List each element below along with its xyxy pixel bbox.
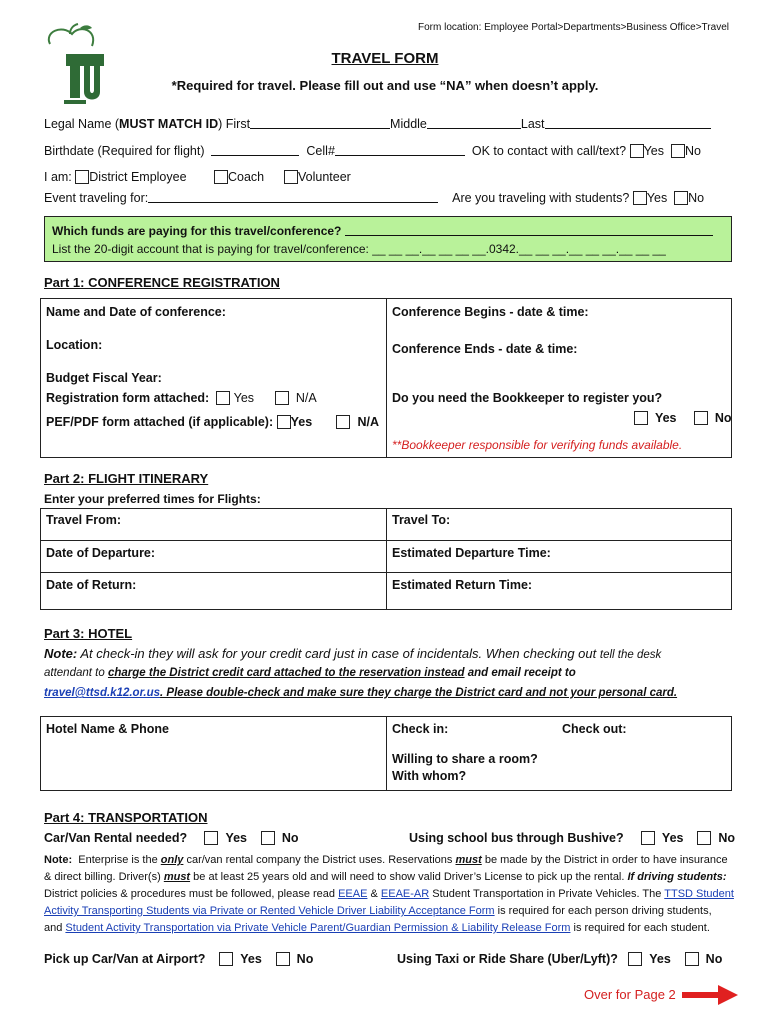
flight-divider [386, 508, 387, 610]
check-in-label: Check in: [392, 722, 449, 736]
share-room-label: Willing to share a room? [392, 752, 538, 766]
event-row: Event traveling for: Are you traveling with students? Yes No [44, 191, 705, 205]
ttsd-student-link[interactable]: TTSD Student [664, 888, 734, 900]
role-row: I am: District Employee [44, 170, 187, 184]
pickup-no-checkbox[interactable] [276, 952, 290, 966]
travel-to-label: Travel To: [392, 513, 451, 527]
rental-no-checkbox[interactable] [261, 831, 275, 845]
part2-heading: Part 2: FLIGHT ITINERARY [44, 471, 209, 486]
eeae-ar-link[interactable]: EEAE-AR [380, 888, 430, 900]
funds-field[interactable] [345, 223, 713, 236]
pef-form-row: PEF/PDF form attached (if applicable): Yes N/A [46, 415, 379, 429]
last-name-field[interactable] [545, 116, 711, 129]
funds-account-row: List the 20-digit account that is paying for travel/conference: __ __ __.__ __ __ __.0342.__ __ __.__ __ __.__ __ __ [52, 242, 666, 256]
part1-heading: Part 1: CONFERENCE REGISTRATION [44, 275, 280, 290]
travel-from-label: Travel From: [46, 513, 122, 527]
legal-name-row: Legal Name (MUST MATCH ID) First Middle Last [44, 116, 711, 131]
event-field[interactable] [148, 190, 438, 203]
bookkeeper-note: **Bookkeeper responsible for verifying funds available. [392, 438, 683, 452]
transport-note-line1: Note: Enterprise is the only car/van rental company the District uses. Reservations must be made by the District in order to have insurance [44, 854, 728, 866]
birthdate-field[interactable] [211, 143, 299, 156]
students-yes-checkbox[interactable] [633, 191, 647, 205]
transport-note-line5: and Student Activity Transportation via Private Vehicle Parent/Guardian Permission & Liability Release Form is required for each student. [44, 922, 710, 934]
over-page-label: Over for Page 2 [584, 987, 676, 1002]
taxi-no-checkbox[interactable] [685, 952, 699, 966]
district-employee-checkbox[interactable] [75, 170, 89, 184]
taxi-yes-checkbox[interactable] [628, 952, 642, 966]
flight-intro: Enter your preferred times for Flights: [44, 492, 261, 506]
hotel-note-line1: Note: At check-in they will ask for your credit card just in case of incidentals. When checking out tell the desk [44, 646, 662, 661]
transport-note-line3: District policies & procedures must be followed, please read EEAE & EEAE-AR Student Transportation in Private Vehicles. The TTSD Student [44, 888, 734, 900]
hotel-note-line3: travel@ttsd.k12.or.us. Please double-check and make sure they charge the District card and not your personal card. [44, 687, 678, 699]
flight-row-line-2 [40, 572, 732, 573]
bookkeeper-no-checkbox[interactable] [694, 411, 708, 425]
parent-permission-form-link[interactable]: Student Activity Transportation via Private Vehicle Parent/Guardian Permission & Liability Release Form [65, 922, 571, 934]
conference-ends-label: Conference Ends - date & time: [392, 342, 578, 356]
cell-field[interactable] [335, 143, 465, 156]
reg-na-checkbox[interactable] [275, 391, 289, 405]
bus-no-checkbox[interactable] [697, 831, 711, 845]
bookkeeper-question: Do you need the Bookkeeper to register you? [392, 391, 663, 405]
pickup-row: Pick up Car/Van at Airport? Yes No [44, 952, 314, 966]
funds-question: Which funds are paying for this travel/conference? [52, 223, 713, 238]
driver-liability-form-link[interactable]: Activity Transporting Students via Private or Rented Vehicle Driver Liability Acceptance Form [44, 905, 495, 917]
transport-note-line2: & direct billing. Driver(s) must be at least 25 years old and will need to show valid Driver’s License to pick up the rental. If driving students: [44, 871, 727, 883]
pickup-yes-checkbox[interactable] [219, 952, 233, 966]
transport-note-line4: Activity Transporting Students via Private or Rented Vehicle Driver Liability Acceptance Form is required for each person driving students, [44, 905, 712, 917]
account-field[interactable]: __ __ __.__ __ __ __.0342.__ __ __.__ __ __.__ __ __ [372, 242, 666, 256]
return-time-label: Estimated Return Time: [392, 578, 533, 592]
right-arrow-icon [682, 984, 738, 1009]
eeae-link[interactable]: EEAE [338, 888, 368, 900]
volunteer-option: Volunteer [284, 170, 351, 184]
coach-option: Coach [214, 170, 264, 184]
hotel-note-line2: attendant to charge the District credit card attached to the reservation instead and email receipt to [44, 667, 576, 679]
rental-row: Car/Van Rental needed? Yes No [44, 831, 299, 845]
contact-no-checkbox[interactable] [671, 144, 685, 158]
travel-email-link[interactable]: travel@ttsd.k12.or.us [44, 687, 161, 699]
birthdate-row: Birthdate (Required for flight) Cell# OK to contact with call/text? Yes No [44, 144, 701, 158]
form-title: TRAVEL FORM [331, 50, 439, 67]
with-whom-label: With whom? [392, 769, 467, 783]
part4-heading: Part 4: TRANSPORTATION [44, 810, 208, 825]
form-location: Form location: Employee Portal>Departments>Business Office>Travel [418, 22, 729, 33]
part1-divider [386, 298, 387, 458]
part3-heading: Part 3: HOTEL [44, 626, 133, 641]
hotel-name-label: Hotel Name & Phone [46, 722, 169, 736]
form-subtitle: *Required for travel. Please fill out and use “NA” when doesn’t apply. [171, 78, 599, 93]
pef-yes-checkbox[interactable] [277, 415, 291, 429]
conference-name-label: Name and Date of conference: [46, 305, 226, 319]
contact-yes-checkbox[interactable] [630, 144, 644, 158]
taxi-row: Using Taxi or Ride Share (Uber/Lyft)? Yes No [397, 952, 723, 966]
check-out-label: Check out: [562, 722, 627, 736]
conference-begins-label: Conference Begins - date & time: [392, 305, 589, 319]
middle-name-field[interactable] [427, 116, 521, 129]
students-no-checkbox[interactable] [674, 191, 688, 205]
pef-na-checkbox[interactable] [336, 415, 350, 429]
first-name-field[interactable] [250, 116, 390, 129]
bus-yes-checkbox[interactable] [641, 831, 655, 845]
budget-year-label: Budget Fiscal Year: [46, 371, 162, 385]
flight-row-line-1 [40, 540, 732, 541]
coach-checkbox[interactable] [214, 170, 228, 184]
departure-date-label: Date of Departure: [46, 546, 156, 560]
bookkeeper-yes-checkbox[interactable] [634, 411, 648, 425]
location-label: Location: [46, 338, 103, 352]
hotel-divider [386, 716, 387, 791]
volunteer-checkbox[interactable] [284, 170, 298, 184]
departure-time-label: Estimated Departure Time: [392, 546, 551, 560]
bus-row: Using school bus through Bushive? Yes No [409, 831, 736, 845]
bookkeeper-options: Yes No [634, 411, 732, 425]
reg-yes-checkbox[interactable] [216, 391, 230, 405]
return-date-label: Date of Return: [46, 578, 137, 592]
registration-form-row: Registration form attached: Yes N/A [46, 391, 317, 405]
rental-yes-checkbox[interactable] [204, 831, 218, 845]
